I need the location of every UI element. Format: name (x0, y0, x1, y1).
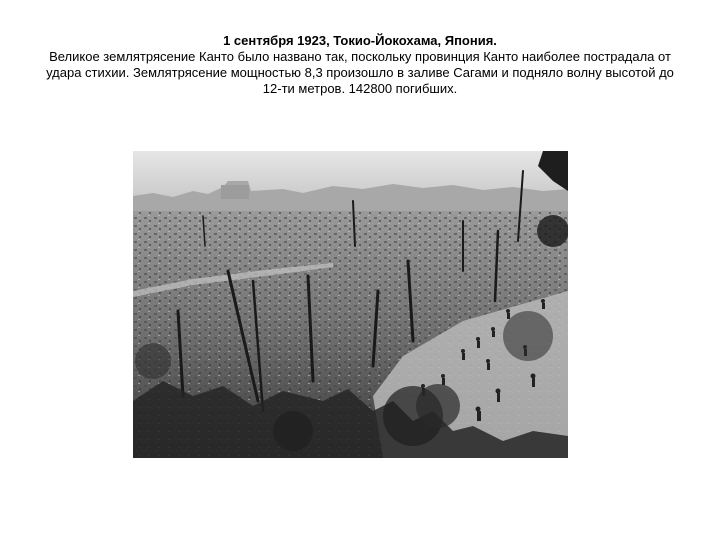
slide-body-text: Великое землятрясение Канто было названо так, поскольку провинция Канто наиболее пострадала от удара стихии. Землятрясение мощностью 8,3 произошло в заливе Сагами и подняло волну высотой до 12-ти метров. 142800 погибших. (46, 49, 674, 96)
ruins-photo-illustration (133, 151, 568, 458)
slide-title: 1 сентября 1923, Токио-Йокохама, Япония. (223, 33, 497, 48)
slide-caption (40, 33, 680, 97)
earthquake-ruins-photo (133, 151, 568, 458)
